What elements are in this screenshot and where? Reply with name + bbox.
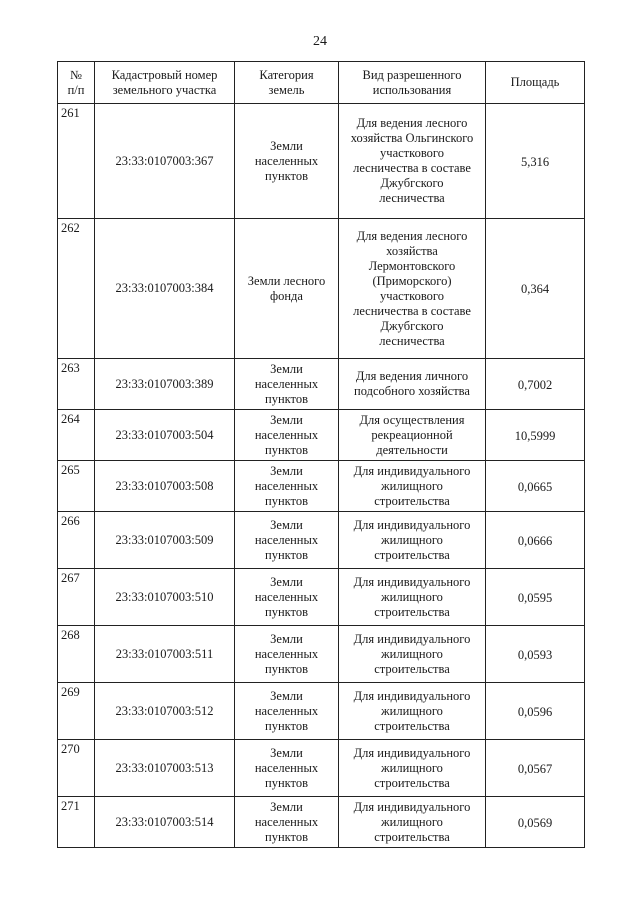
table-header	[58, 62, 585, 104]
permitted-use: Для индивидуального жилищного строительства	[339, 740, 486, 797]
land-category: Земли населенных пунктов	[235, 461, 339, 512]
header-number: № п/п	[58, 62, 95, 104]
permitted-use: Для индивидуального жилищного строительства	[339, 569, 486, 626]
cadastral-number: 23:33:0107003:384	[95, 219, 235, 359]
row-number: 266	[58, 512, 95, 569]
land-category: Земли населенных пунктов	[235, 740, 339, 797]
plot-area: 0,0665	[486, 461, 585, 512]
permitted-use: Для ведения лесного хозяйства Лермонтовского (Приморского) участкового лесничества в составе Джубгского лесничества	[339, 219, 486, 359]
cadastral-number: 23:33:0107003:512	[95, 683, 235, 740]
land-category: Земли населенных пунктов	[235, 512, 339, 569]
header-area: Площадь	[486, 62, 585, 104]
land-plots-table	[57, 61, 585, 848]
permitted-use: Для индивидуального жилищного строительства	[339, 512, 486, 569]
header-land-category: Категория земель	[235, 62, 339, 104]
plot-area: 0,364	[486, 219, 585, 359]
table-row	[58, 219, 585, 359]
land-category: Земли населенных пунктов	[235, 410, 339, 461]
row-number: 263	[58, 359, 95, 410]
land-category: Земли населенных пунктов	[235, 104, 339, 219]
cadastral-number: 23:33:0107003:513	[95, 740, 235, 797]
page-number: 24	[313, 34, 327, 49]
plot-area: 0,7002	[486, 359, 585, 410]
plot-area: 0,0595	[486, 569, 585, 626]
cadastral-number: 23:33:0107003:367	[95, 104, 235, 219]
header-cadastral-number: Кадастровый номер земельного участка	[95, 62, 235, 104]
cadastral-number: 23:33:0107003:514	[95, 797, 235, 848]
plot-area: 0,0596	[486, 683, 585, 740]
cadastral-number: 23:33:0107003:510	[95, 569, 235, 626]
plot-area: 0,0567	[486, 740, 585, 797]
row-number: 262	[58, 219, 95, 359]
permitted-use: Для ведения лесного хозяйства Ольгинского участкового лесничества в составе Джубгского лесничества	[339, 104, 486, 219]
permitted-use: Для ведения личного подсобного хозяйства	[339, 359, 486, 410]
land-category: Земли лесного фонда	[235, 219, 339, 359]
table-row	[58, 104, 585, 219]
row-number: 269	[58, 683, 95, 740]
permitted-use: Для индивидуального жилищного строительства	[339, 797, 486, 848]
table-body	[58, 104, 585, 848]
table-row	[58, 569, 585, 626]
row-number: 268	[58, 626, 95, 683]
cadastral-number: 23:33:0107003:511	[95, 626, 235, 683]
header-permitted-use: Вид разрешенного использования	[339, 62, 486, 104]
plot-area: 0,0666	[486, 512, 585, 569]
row-number: 270	[58, 740, 95, 797]
plot-area: 0,0593	[486, 626, 585, 683]
cadastral-number: 23:33:0107003:508	[95, 461, 235, 512]
table-row	[58, 359, 585, 410]
table-row	[58, 461, 585, 512]
permitted-use: Для индивидуального жилищного строительства	[339, 461, 486, 512]
row-number: 271	[58, 797, 95, 848]
cadastral-number: 23:33:0107003:504	[95, 410, 235, 461]
header-row	[58, 62, 585, 104]
cadastral-number: 23:33:0107003:509	[95, 512, 235, 569]
permitted-use: Для индивидуального жилищного строительства	[339, 626, 486, 683]
table-row	[58, 512, 585, 569]
cadastral-number: 23:33:0107003:389	[95, 359, 235, 410]
table-row	[58, 626, 585, 683]
table-row	[58, 740, 585, 797]
table-row	[58, 410, 585, 461]
permitted-use: Для осуществления рекреационной деятельности	[339, 410, 486, 461]
plot-area: 10,5999	[486, 410, 585, 461]
plot-area: 0,0569	[486, 797, 585, 848]
land-category: Земли населенных пунктов	[235, 683, 339, 740]
land-category: Земли населенных пунктов	[235, 797, 339, 848]
row-number: 267	[58, 569, 95, 626]
row-number: 264	[58, 410, 95, 461]
permitted-use: Для индивидуального жилищного строительства	[339, 683, 486, 740]
table-row	[58, 797, 585, 848]
land-category: Земли населенных пунктов	[235, 626, 339, 683]
row-number: 265	[58, 461, 95, 512]
land-category: Земли населенных пунктов	[235, 359, 339, 410]
plot-area: 5,316	[486, 104, 585, 219]
table-row	[58, 683, 585, 740]
land-category: Земли населенных пунктов	[235, 569, 339, 626]
row-number: 261	[58, 104, 95, 219]
